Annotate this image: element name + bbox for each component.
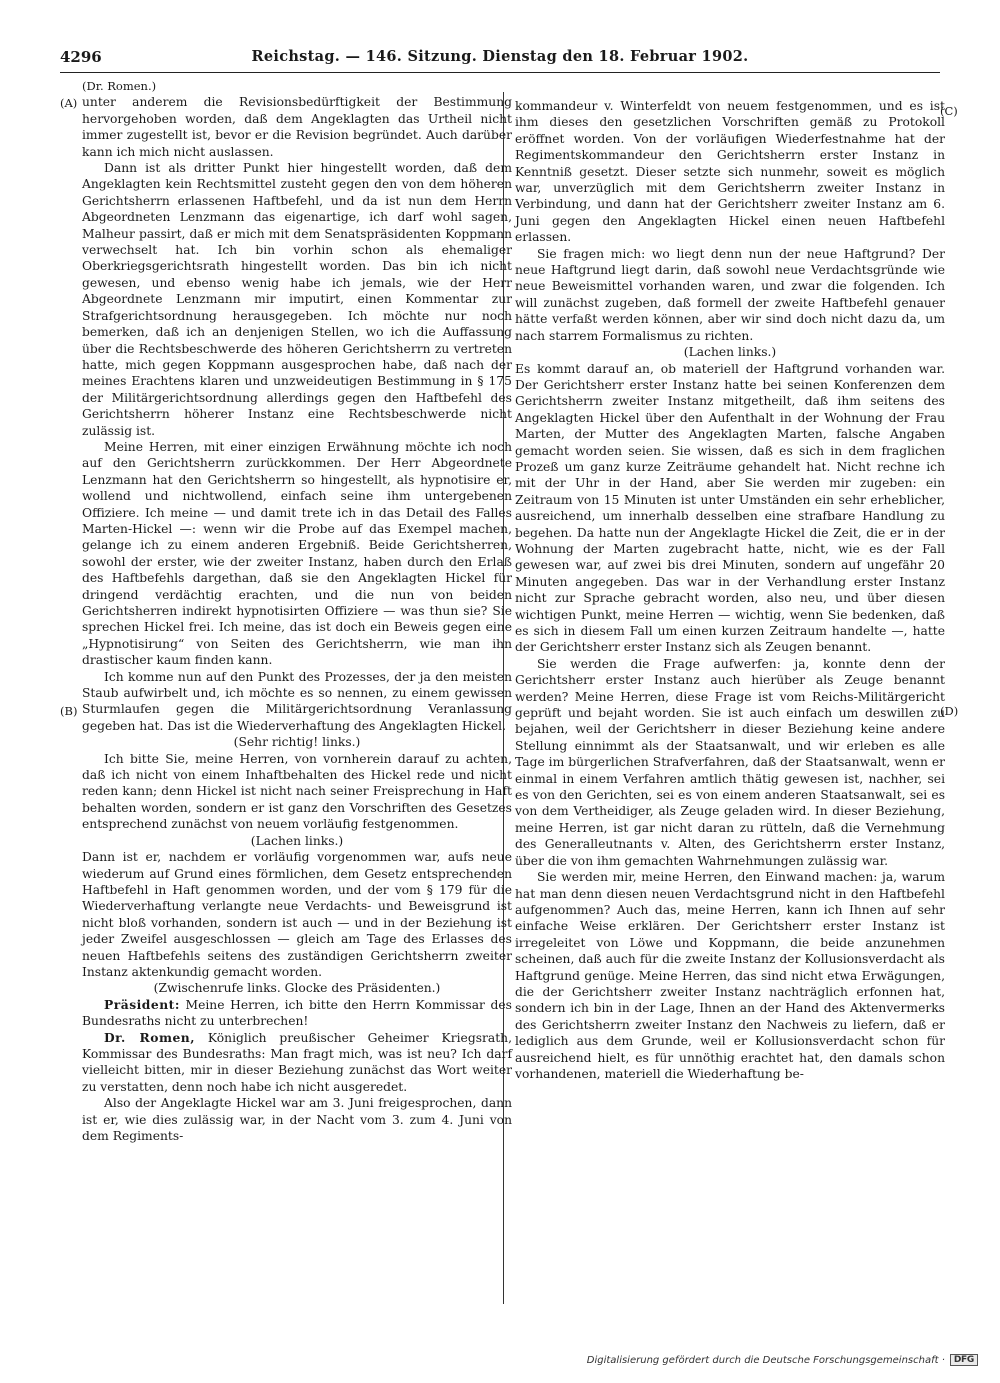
paragraph: Dann ist er, nachdem er vorläufig vorgenommen war, aufs neue wiederum auf Grund eines förmlichen, dem Gesetz entsprechenden Haftbefehl in Haft genommen worden, und der vom § 179 für die Wiederverhaftung verlangte neue Verdachts- und Beweisgrund ist nicht bloß vorhanden, sondern ist auch — und in der Beziehung ist jeder Zweifel ausgeschlossen — gleich am Tage des Erlasses des neuen Haftbefehls seitens des zuständigen Gerichtsherrn zweiter Instanz aktenkundig gemacht worden.: [82, 850, 512, 979]
margin-marker-c: (C): [940, 104, 958, 118]
paragraph: Ich komme nun auf den Punkt des Prozesses, der ja den meisten Staub aufwirbelt und, ich möchte es so nennen, zu einem gewissen Sturmlaufen gegen die Militärgerichtsordnung Veranlassung gegeben hat. Das ist die Wiederverhaftung des Angeklagten Hickel.: [82, 669, 512, 733]
paragraph: Sie werden die Frage aufwerfen: ja, konnte denn der Gerichtsherr erster Instanz auch hierüber als Zeuge benannt werden? Meine Herren, diese Frage ist vom Reichs-Militärgericht geprüft und bejaht worden. Sie ist auch einfach um deswillen zu bejahen, weil der Gerichtsherr in dieser Beziehung keine andere Stellung einnimmt als der Staatsanwalt, und wir erleben es alle Tage im bürgerlichen Strafverfahren, daß der Staatsanwalt, wenn er einmal in einem Verfahren amtlich thätig gewesen ist, nachher, sei es von den Gerichten, sei es von einem anderen Staatsanwalt, sei es von dem Vertheidiger, als Zeuge geladen wird. In dieser Beziehung, meine Herren, ist gar nicht daran zu rütteln, daß die Vernehmung des Generalleutnants v. Alten, des Gerichtsherrn erster Instanz, über die von ihm gemachten Wahrnehmungen zulässig war.: [515, 656, 945, 868]
paragraph: Sie fragen mich: wo liegt denn nun der neue Haftgrund? Der neue Haftgrund liegt darin, daß sowohl neue Verdachtsgründe wie neue Beweismittel vorhanden waren, und zwar die folgenden. Ich will zunächst zugeben, daß formell der zweite Haftbefehl genauer hätte verfaßt werden können, aber wir sind doch nicht dazu da, um nach starrem Formalismus zu richten.: [515, 246, 945, 343]
paragraph: Es kommt darauf an, ob materiell der Haftgrund vorhanden war. Der Gerichtsherr erster Instanz hatte bei seinen Konferenzen dem Gerichtsherrn zweiter Instanz mitgetheilt, daß ihm seitens des Angeklagten Hickel über den Aufenthalt in der Wohnung der Frau Marten, der Mutter des Angeklagten Marten, falsche Angaben gemacht worden seien. Sie wissen, daß es sich in dem fraglichen Prozeß um ganz kurze Zeiträume gehandelt hat. Nicht rechne ich mit der Uhr in der Hand, aber Sie werden mir zugeben: ein Zeitraum von 15 Minuten ist unter Umständen ein sehr erheblicher, ausreichend, um innerhalb desselben eine strafbare Handlung zu begehen. Da hatte nun der Angeklagte Hickel die Zeit, die er in der Wohnung der Marten zugebracht hatte, nicht, wie es der Fall gewesen war, auf zwei bis drei Minuten, sondern auf ungefähr 20 Minuten angegeben. Das war in der Verhandlung erster Instanz nicht zur Sprache gebracht worden, also neu, und über diesen wichtigen Punkt, meine Herren — wichtig, wenn Sie bedenken, daß es sich in diesem Fall um einen kurzen Zeitraum handelte —, hatte der Gerichtsherr erster Instanz sich als Zeugen benannt.: [515, 361, 945, 655]
left-column: [82, 78, 512, 1144]
paragraph: unter anderem die Revisionsbedürftigkeit der Bestimmung hervorgehoben worden, daß dem Angeklagten das Urtheil nicht immer zugestellt ist, bevor er die Revision begründet. Auch darüber kann ich mich nicht auslassen.: [82, 95, 512, 159]
speaker-label: Dr. Romen,: [104, 1029, 196, 1045]
dfg-logo: DFG: [950, 1354, 978, 1366]
margin-marker-b: (B): [60, 704, 78, 718]
credit-text: Digitalisierung gefördert durch die Deutsche Forschungsgemeinschaft ·: [586, 1354, 945, 1366]
interjection: (Sehr richtig! links.): [233, 735, 361, 750]
interjection: (Lachen links.): [683, 345, 777, 360]
president-remark: [82, 997, 512, 1030]
right-column: [515, 78, 945, 1082]
interjection: (Lachen links.): [250, 833, 344, 848]
paragraph: Also der Angeklagte Hickel war am 3. Juni freigesprochen, dann ist er, wie dies zulässig war, in der Nacht vom 3. zum 4. Juni von dem Regiments-: [82, 1096, 512, 1143]
page-header: [60, 46, 940, 73]
running-speaker: (Dr. Romen.): [82, 79, 157, 93]
running-title: Reichstag. — 146. Sitzung. Dienstag den 18. Februar 1902.: [251, 48, 749, 65]
margin-marker-a: (A): [60, 96, 78, 110]
speaker-label: Präsident:: [104, 996, 180, 1012]
digitization-credit: [587, 1354, 978, 1366]
paragraph: kommandeur v. Winterfeldt von neuem festgenommen, und es ist ihm dieses den gesetzlichen Vorschriften gemäß zu Protokoll eröffnet worden. Von der vorläufigen Wiederfestnahme hat der Regimentskommandeur den Gerichtsherrn erster Instanz in Kenntniß gesetzt. Dieser setzte sich nunmehr, soweit es möglich war, unverzüglich mit dem Gerichtsherrn zweiter Instanz in Verbindung, und dann hat der Gerichtsherr zweiter Instanz am 6. Juni gegen den Angeklagten Hickel einen neuen Haftbefehl erlassen.: [515, 99, 945, 245]
paragraph: Meine Herren, mit einer einzigen Erwähnung möchte ich noch auf den Gerichtsherrn zurückkommen. Der Herr Abgeordnete Lenzmann hat den Gerichtsherrn so hingestellt, als hypnotisire er, wollend und nichtwollend, einfach seine ihm untergebenen Offiziere. Ich meine — und damit trete ich in das Detail des Falles Marten-Hickel —: wenn wir die Probe auf das Exempel machen, gelange ich zu einem anderen Ergebniß. Beide Gerichtsherren, sowohl der erster, wie der zweiter Instanz, haben durch den Erlaß des Haftbefehls dargethan, daß sie den Angeklagten Hickel für dringend verdächtig erachten, und die nun von beiden Gerichtsherren indirekt hypnotisirten Offiziere — was thun sie? Sie sprechen Hickel frei. Ich meine, das ist doch ein Beweis gegen eine „Hypnotisirung“ von Seiten des Gerichtsherrn, wie man ihn drastischer kaum finden kann.: [82, 439, 512, 668]
paragraph: Ich bitte Sie, meine Herren, von vornherein darauf zu achten, daß ich nicht von einem Inhaftbehalten des Hickel rede und nicht reden kann; denn Hickel ist nicht nach seiner Freisprechung in Haft behalten worden, sondern er ist ganz den Vorschriften des Gesetzes entsprechend zunächst von neuem vorläufig festgenommen.: [82, 751, 512, 832]
speech-text: Meine Herren, ich bitte den Herrn Kommissar des Bundesraths nicht zu unterbrechen!: [82, 997, 512, 1029]
paragraph: Dann ist als dritter Punkt hier hingestellt worden, daß dem Angeklagten kein Rechtsmittel zusteht gegen den von dem höheren Gerichtsherrn erlassenen Haftbefehl, und da ist nun dem Herrn Abgeordneten Lenzmann das eigenartige, ich darf wohl sagen, Malheur passirt, daß er mich mit dem Senatspräsidenten Koppmann verwechselt hat. Ich bin vorhin schon als ehemaliger Oberkriegsgerichtsrath hingestellt worden. Das bin ich nicht gewesen, und ebenso wenig habe ich jemals, wie der Herr Abgeordnete Lenzmann mir imputirt, einen Kommentar zur Strafgerichtsordnung herausgegeben. Ich möchte nur noch bemerken, daß ich an denjenigen Stellen, wo ich die Auffassung über die Rechtsbeschwerde des höheren Gerichtsherrn zu vertreten hatte, mich gegen Koppmann ausgesprochen habe, daß nach der meines Erachtens klaren und unzweideutigen Bestimmung in § 175 der Militärgerichtsordnung allerdings gegen den Haftbefehl des Gerichtsherrn höherer Instanz eine Rechtsbeschwerde nicht zulässig ist.: [82, 161, 512, 438]
margin-marker-d: (D): [940, 704, 959, 718]
paragraph: Sie werden mir, meine Herren, den Einwand machen: ja, warum hat man denn diesen neuen Verdachtsgrund nicht in den Haftbefehl aufgenommen? Auch das, meine Herren, kann ich Ihnen auf sehr einfache Weise erklären. Der Gerichtsherr erster Instanz ist irregeleitet von Löwe und Koppmann, die beide anzunehmen scheinen, daß auch für die zweite Instanz der Kollusionsverdacht als Haftgrund genüge. Meine Herren, das sind nicht etwa Erwägungen, die der Gerichtsherr zweiter Instanz nachträglich erfonnen hat, sondern ich bin in der Lage, Ihnen an der Hand des Aktenvermerks des Gerichtsherrn zweiter Instanz den Nachweis zu liefern, daß er lediglich aus dem Grunde, weil er Kollusionsverdacht schon für ausreichend hielt, es für unnöthig erachtet hat, den damals schon vorhandenen, materiell die Wiederhaftung be-: [515, 870, 945, 1081]
page-number: 4296: [60, 48, 102, 66]
romen-remark: [82, 1030, 512, 1096]
speech-text: Königlich preußischer Geheimer Kriegsrath, Kommissar des Bundesraths: Man fragt mich, was ist neu? Ich darf vielleicht bitten, mir in dieser Beziehung zunächst das Wort weiter zu verstatten, denn noch habe ich nicht ausgeredet.: [82, 1030, 512, 1094]
interjection: (Zwischenrufe links. Glocke des Präsidenten.): [153, 981, 441, 996]
